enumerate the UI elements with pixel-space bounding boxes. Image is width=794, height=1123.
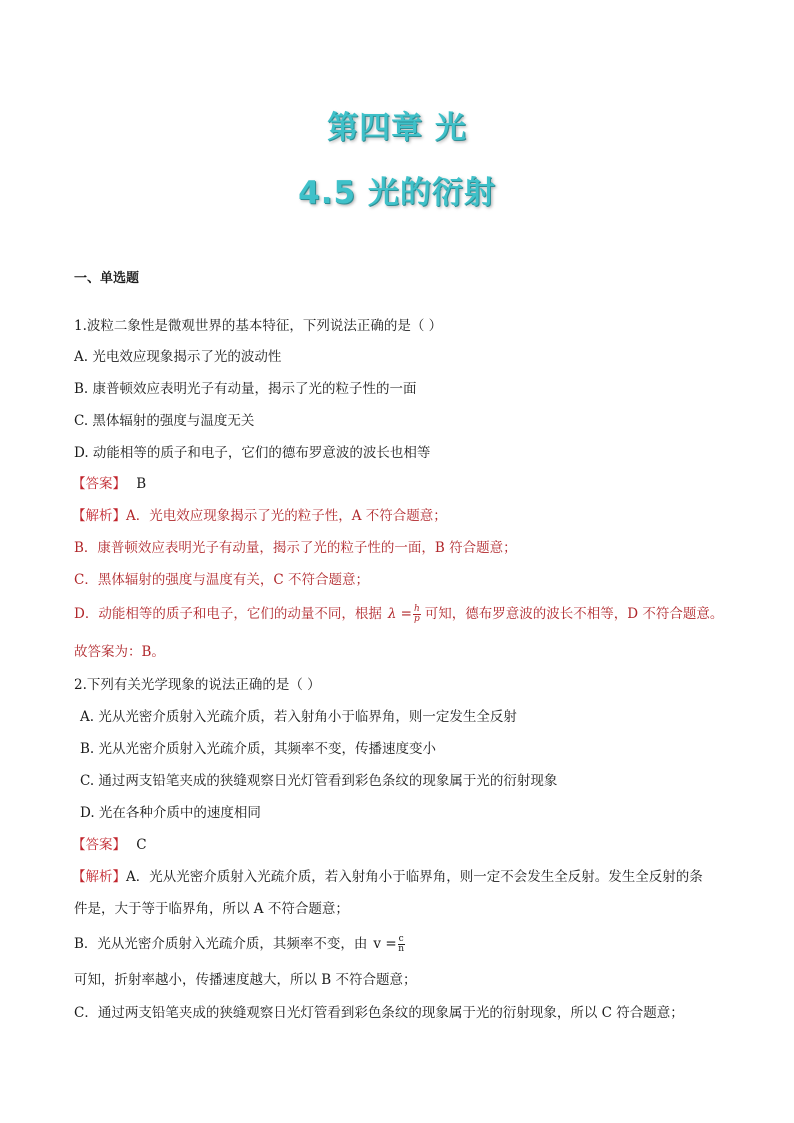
chapter-title: 第四章 光 bbox=[327, 110, 467, 146]
q2-analysis-a-line bbox=[72, 867, 703, 887]
q2-option-d: D. 光在各种介质中的速度相同 bbox=[80, 805, 261, 821]
q2-option-a: A. 光从光密介质射入光疏介质，若入射角小于临界角，则一定发生全反射 bbox=[80, 709, 517, 725]
q1-answer-tag: 【答案】 bbox=[72, 476, 126, 492]
q1-analysis-c: C．黑体辐射的强度与温度有关，C 不符合题意； bbox=[74, 572, 369, 588]
q1-option-a: A. 光电效应现象揭示了光的波动性 bbox=[74, 349, 282, 365]
q1-analysis-a: A．光电效应现象揭示了光的粒子性，A 不符合题意； bbox=[126, 508, 447, 524]
q2-analysis-a2: 件是，大于等于临界角，所以 A 不符合题意； bbox=[74, 901, 349, 917]
q2-analysis-b-line bbox=[74, 934, 409, 954]
q1-formula-num: h bbox=[414, 604, 420, 614]
q1-analysis-d-pre: D．动能相等的质子和电子，它们的动量不同，根据 bbox=[74, 606, 382, 622]
q1-analysis-d-line bbox=[74, 604, 723, 624]
q2-formula-num: c bbox=[398, 934, 404, 944]
q2-option-c: C. 通过两支铅笔夹成的狭缝观察日光灯管看到彩色条纹的现象属于光的衍射现象 bbox=[80, 773, 558, 789]
q2-formula-lhs: v = bbox=[373, 936, 397, 952]
q2-formula-den: n bbox=[398, 944, 405, 954]
q2-stem: 2.下列有关光学现象的说法正确的是（ ） bbox=[74, 677, 321, 693]
q2-analysis-b-pre: B．光从光密介质射入光疏介质，其频率不变，由 bbox=[74, 936, 368, 952]
q1-analysis-d-post: 可知，德布罗意波的波长不相等，D 不符合题意。 bbox=[424, 606, 724, 622]
q1-analysis-b: B．康普顿效应表明光子有动量，揭示了光的粒子性的一面，B 符合题意； bbox=[74, 540, 517, 556]
q2-answer-line bbox=[72, 835, 147, 855]
q1-analysis-a-line bbox=[72, 506, 447, 526]
q2-analysis-a1: A．光从光密介质射入光疏介质，若入射角小于临界角，则一定不会发生全反射。发生全反射的条 bbox=[126, 869, 703, 885]
section-heading: 一、单选题 bbox=[74, 271, 140, 286]
q1-answer-value: B bbox=[136, 476, 147, 492]
q2-answer-value: C bbox=[136, 837, 147, 853]
q2-analysis-c: C．通过两支铅笔夹成的狭缝观察日光灯管看到彩色条纹的现象属于光的衍射现象，所以 C 符合题意； bbox=[74, 1005, 684, 1021]
q1-answer-line bbox=[72, 474, 146, 494]
q1-option-c: C. 黑体辐射的强度与温度无关 bbox=[74, 413, 255, 429]
q1-option-b: B. 康普顿效应表明光子有动量，揭示了光的粒子性的一面 bbox=[74, 381, 417, 397]
q1-analysis-tag: 【解析】 bbox=[72, 508, 126, 524]
q2-formula-fraction bbox=[398, 935, 405, 954]
q1-stem: 1.波粒二象性是微观世界的基本特征，下列说法正确的是（ ） bbox=[74, 318, 443, 334]
q1-formula-den: p bbox=[414, 614, 420, 624]
q1-option-d: D. 动能相等的质子和电子，它们的德布罗意波的波长也相等 bbox=[74, 445, 431, 461]
q2-option-b: B. 光从光密介质射入光疏介质，其频率不变，传播速度变小 bbox=[80, 741, 437, 757]
q1-conclusion: 故答案为：B。 bbox=[74, 644, 165, 660]
q1-formula-lhs: λ = bbox=[387, 606, 412, 622]
q2-answer-tag: 【答案】 bbox=[72, 837, 126, 853]
q2-analysis-tag: 【解析】 bbox=[72, 869, 126, 885]
q2-analysis-b2: 可知，折射率越小，传播速度越大，所以 B 不符合题意； bbox=[74, 972, 417, 988]
lesson-title: 4.5 光的衍射 bbox=[298, 175, 496, 211]
q1-formula-fraction bbox=[413, 605, 421, 624]
